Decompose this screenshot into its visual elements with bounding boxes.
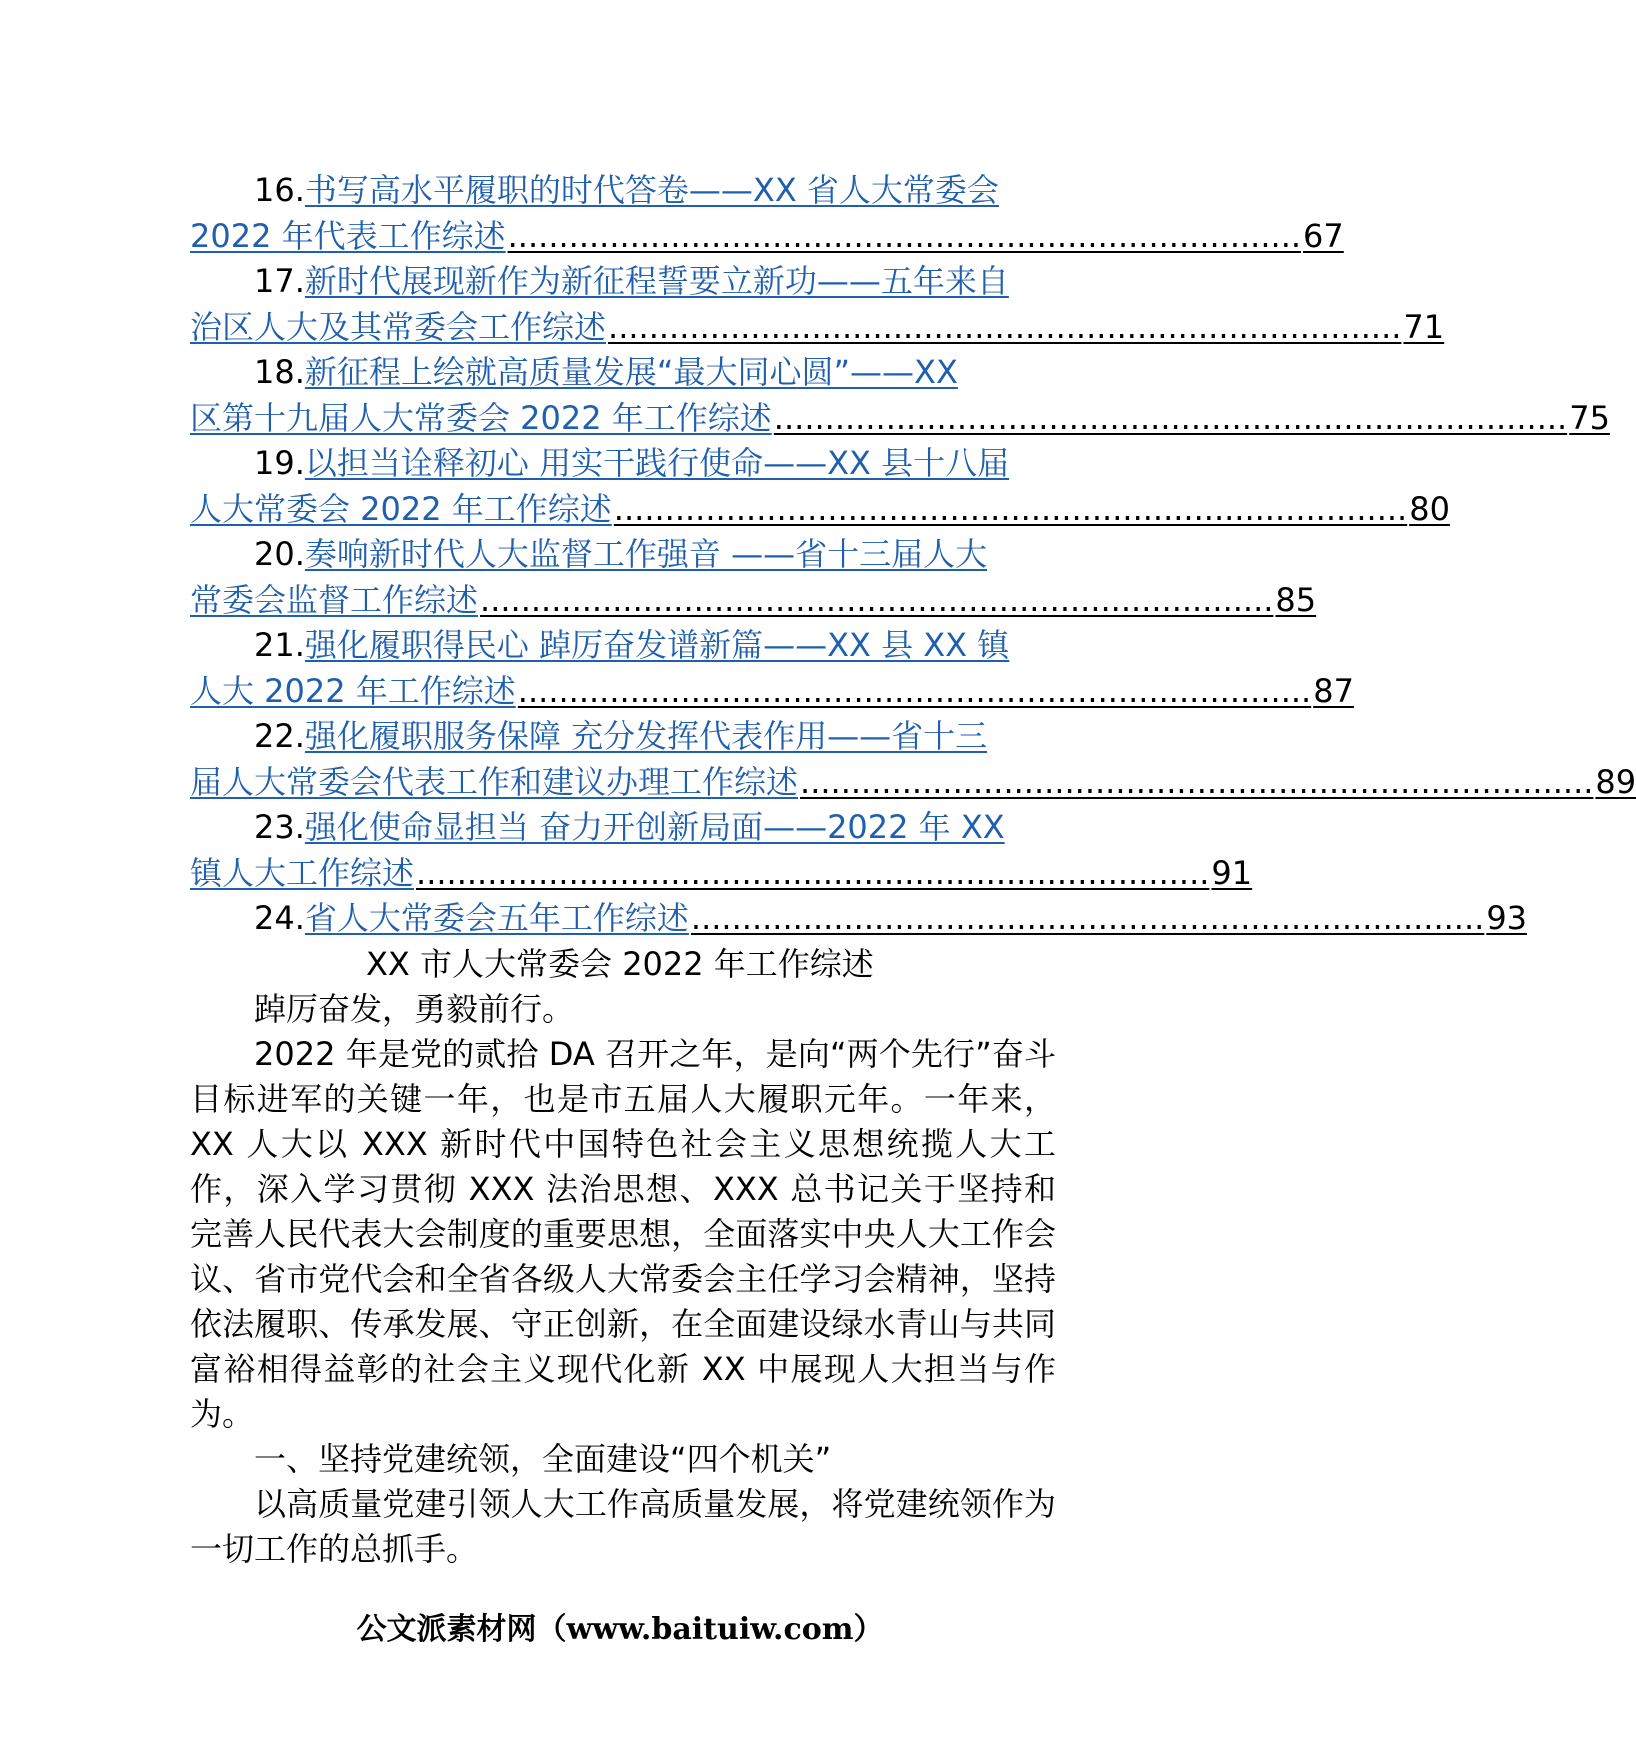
toc-entry-22 (190, 714, 1636, 805)
toc-entry-second-line (190, 578, 1317, 624)
toc-entry-18 (190, 350, 1610, 441)
toc-entry-20 (190, 532, 1317, 623)
toc-entry-23 (190, 805, 1253, 896)
toc-page-number[interactable]: 85 (1275, 580, 1317, 619)
toc-entry-number: 16. (254, 171, 305, 209)
toc-entry-single-line (190, 896, 1528, 942)
page-footer-watermark: 公文派素材网（www.baituiw.com） (356, 1612, 884, 1647)
toc-page-number[interactable]: 89 (1595, 762, 1636, 801)
toc-leader-dots: .............................................................................. (613, 489, 1408, 528)
toc-entry-first-line (190, 259, 1056, 305)
toc-entry-24 (190, 896, 1528, 942)
toc-link[interactable]: 新时代展现新作为新征程誓要立新功——五年来自 (304, 262, 1009, 300)
toc-entry-19 (190, 441, 1450, 532)
toc-link[interactable]: 强化履职得民心 踔厉奋发谱新篇——XX 县 XX 镇 (304, 626, 1010, 664)
toc-leader-dots: .............................................................................. (608, 307, 1402, 346)
toc-entry-first-line (190, 532, 1056, 578)
toc-link[interactable]: 强化使命显担当 奋力开创新局面——2022 年 XX (304, 808, 1005, 846)
document-body (190, 168, 1636, 1572)
toc-entry-first-line (190, 168, 1056, 214)
toc-leader-dots: .............................................................................. (517, 671, 1312, 710)
toc-entry-second-line (190, 214, 1344, 260)
toc-entry-number: 23. (254, 808, 305, 846)
toc-entry-number: 17. (254, 262, 305, 300)
section-heading: 一、坚持党建统领，全面建设“四个机关” (254, 1439, 832, 1478)
document-title: XX 市人大常委会 2022 年工作综述 (366, 944, 874, 983)
toc-page-number[interactable]: 87 (1313, 671, 1354, 710)
toc-entry-number: 22. (254, 717, 305, 755)
toc-link-continued[interactable]: 区第十九届人大常委会 2022 年工作综述 (190, 398, 772, 437)
toc-page-number[interactable]: 91 (1211, 853, 1253, 892)
toc-entry-number: 20. (254, 535, 305, 573)
toc-page-number[interactable]: 71 (1403, 307, 1445, 346)
toc-entry-second-line (190, 396, 1610, 442)
toc-entry-first-line (190, 714, 1056, 760)
toc-entry-first-line (190, 350, 1056, 396)
toc-entry-number: 21. (254, 626, 305, 664)
toc-link-continued[interactable]: 常委会监督工作综述 (190, 580, 479, 619)
toc-entry-second-line (190, 760, 1636, 806)
toc-link[interactable]: 以担当诠释初心 用实干践行使命——XX 县十八届 (304, 444, 1010, 482)
table-of-contents (190, 168, 1636, 942)
toc-link-continued[interactable]: 人大 2022 年工作综述 (190, 671, 516, 710)
toc-entry-16 (190, 168, 1344, 259)
body-paragraph: 以高质量党建引领人大工作高质量发展，将党建统领作为一切工作的总抓手。 (190, 1484, 1056, 1568)
toc-link-continued[interactable]: 2022 年代表工作综述 (190, 216, 506, 255)
toc-entry-second-line (190, 305, 1445, 351)
toc-link[interactable]: 强化履职服务保障 充分发挥代表作用——省十三 (304, 717, 988, 755)
toc-entry-second-line (190, 669, 1354, 715)
toc-page-number[interactable]: 93 (1486, 899, 1528, 937)
body-paragraph: 踔厉奋发，勇毅前行。 (254, 989, 575, 1028)
body-paragraph: 2022 年是党的贰拾 DA 召开之年，是向“两个先行”奋斗目标进军的关键一年，也是市五届人大履职元年。一年来，XX 人大以 XXX 新时代中国特色社会主义思想统揽人大工作，深入学习贯彻 XXX 法治思想、XXX 总书记关于坚持和完善人民代表大会制度的重要思想，全面落实中央人大工作会议、省市党代会和全省各级人大常委会主任学习会精神，坚持依法履职、传承发展、守正创新，在全面建设绿水青山与共同富裕相得益彰的社会主义现代化新 XX 中展现人大担当与作为。 (190, 1034, 1056, 1433)
toc-entry-first-line (190, 805, 1056, 851)
toc-entry-first-line (190, 623, 1056, 669)
toc-entry-number: 18. (254, 353, 305, 391)
toc-link[interactable]: 书写高水平履职的时代答卷——XX 省人大常委会 (304, 171, 999, 209)
toc-entry-first-line (190, 441, 1056, 487)
toc-link-continued[interactable]: 人大常委会 2022 年工作综述 (190, 489, 612, 528)
toc-entry-second-line (190, 487, 1450, 533)
toc-entry-17 (190, 259, 1445, 350)
toc-link-continued[interactable]: 届人大常委会代表工作和建议办理工作综述 (190, 762, 799, 801)
toc-leader-dots: .............................................................................. (416, 853, 1210, 892)
toc-entry-number: 19. (254, 444, 305, 482)
toc-entry-number: 24. (254, 899, 305, 937)
toc-link[interactable]: 省人大常委会五年工作综述 (304, 899, 689, 937)
toc-page-number[interactable]: 67 (1303, 216, 1344, 255)
toc-leader-dots: .............................................................................. (690, 899, 1485, 937)
toc-leader-dots: .............................................................................. (773, 398, 1568, 437)
toc-link-continued[interactable]: 镇人大工作综述 (190, 853, 415, 892)
toc-leader-dots: .............................................................................. (480, 580, 1274, 619)
toc-entry-21 (190, 623, 1354, 714)
toc-page-number[interactable]: 75 (1569, 398, 1610, 437)
toc-entry-second-line (190, 851, 1253, 897)
toc-link[interactable]: 新征程上绘就高质量发展“最大同心圆”——XX (304, 353, 958, 391)
toc-leader-dots: .............................................................................. (507, 216, 1302, 255)
toc-link-continued[interactable]: 治区人大及其常委会工作综述 (190, 307, 607, 346)
toc-leader-dots: .............................................................................. (800, 762, 1594, 801)
toc-link[interactable]: 奏响新时代人大监督工作强音 ——省十三届人大 (304, 535, 988, 573)
toc-page-number[interactable]: 80 (1409, 489, 1450, 528)
